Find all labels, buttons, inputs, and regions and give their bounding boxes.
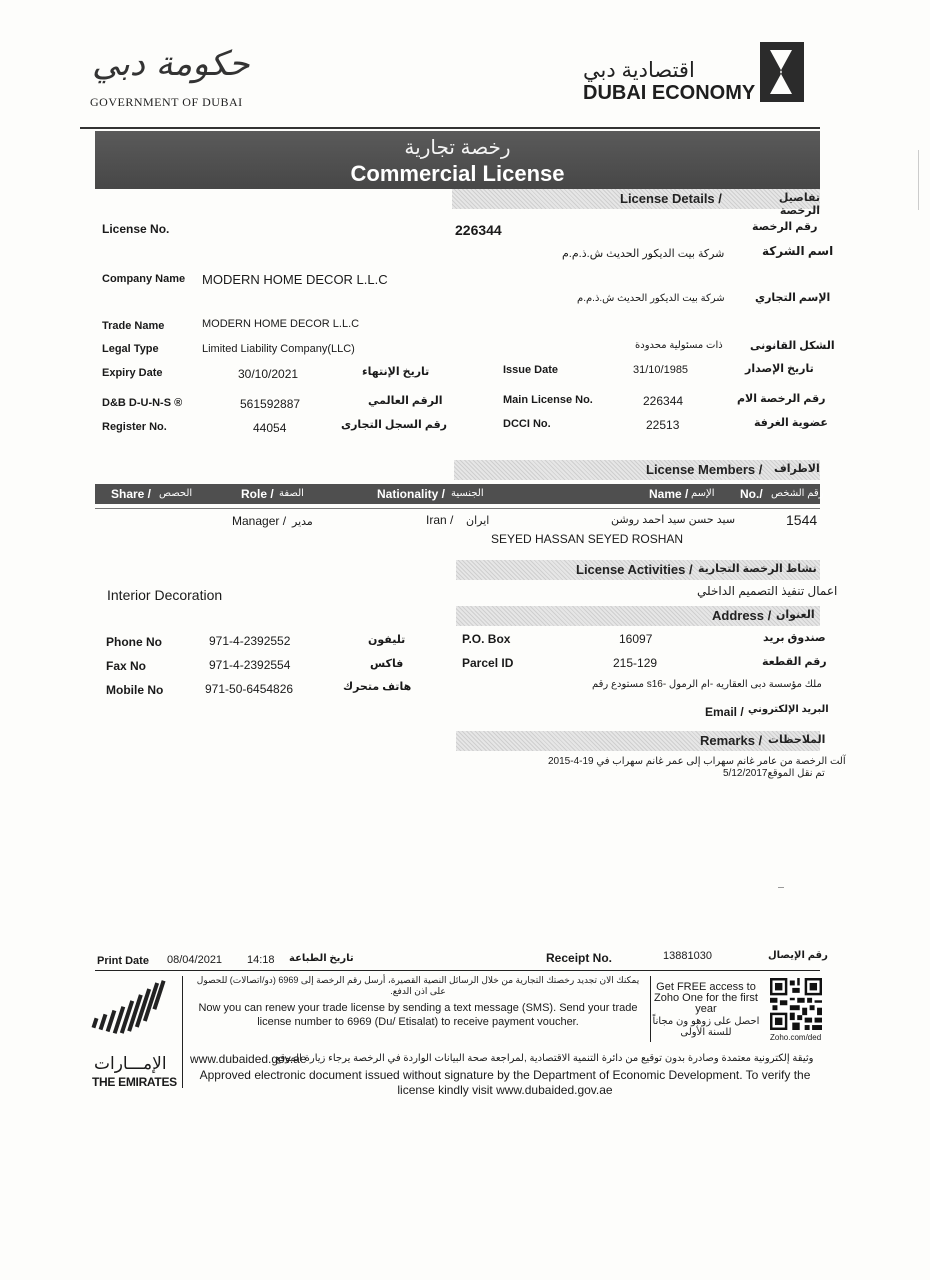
economy-logo-arabic: اقتصادية دبي [583, 59, 695, 82]
phone-value: 971-4-2392552 [209, 634, 291, 648]
remarks-line-1: آلت الرخصة من عامر غانم سهراب إلى عمر غانم سهراب في 19-4-2015 [548, 756, 846, 767]
activity-english: Interior Decoration [107, 587, 223, 603]
qr-code-icon[interactable] [770, 978, 822, 1030]
legal-type-label-ar: الشكل القانونى [750, 340, 835, 352]
license-details-section-title-ar: تفاصيل الرخصة [778, 192, 820, 217]
dcci-no-label: DCCI No. [503, 418, 551, 430]
sms-notice-english: Now you can renew your trade license by sending a text message (SMS). Send your trade license number to 6969 (Du/ Etisalat) to receive payment voucher. [198, 1002, 638, 1028]
license-details-section-title: License Details / [620, 191, 722, 206]
phone-label: Phone No [106, 635, 162, 649]
remarks-section-title-ar: الملاحظات [768, 734, 826, 746]
remarks-line-2: تم نقل الموقع5/12/2017 [723, 768, 825, 779]
email-label-ar: البريد الإلكتروني [748, 704, 829, 715]
mobile-label: Mobile No [106, 683, 164, 697]
remarks-section-title: Remarks / [700, 733, 763, 748]
pobox-value: 16097 [619, 632, 653, 646]
print-date-value: 08/04/2021 [167, 954, 223, 966]
receipt-label-ar: رقم الإيصال [768, 950, 828, 961]
license-activities-section-bar [456, 560, 820, 580]
emirates-english: THE EMIRATES [92, 1075, 177, 1089]
economy-emblem-icon [760, 42, 804, 102]
license-no-label: License No. [102, 222, 170, 236]
header-name: Name / [649, 487, 689, 501]
member-role: Manager / [232, 514, 287, 528]
register-no-value: 44054 [253, 421, 287, 435]
dcci-no-value: 22513 [646, 418, 680, 432]
sms-notice-box [188, 975, 650, 1045]
parcel-label-ar: رقم القطعة [762, 656, 827, 668]
header-role-ar: الصفة [279, 488, 304, 499]
expiry-date-value: 30/10/2021 [238, 367, 299, 381]
zoho-offer-english: Get FREE access to Zoho One for the first year [654, 981, 758, 1015]
issue-date-label-ar: تاريخ الإصدار [745, 363, 814, 375]
license-activities-section-title-ar: نشاط الرخصة التجارية [698, 563, 817, 575]
zoho-offer [652, 980, 762, 1040]
header-share-ar: الحصص [159, 488, 193, 499]
header-no: No./ [740, 487, 763, 501]
register-no-label-ar: رقم السجل التجارى [341, 419, 447, 431]
logo-divider [182, 976, 183, 1088]
member-nationality-ar: ايران [466, 515, 490, 527]
members-table-bottom-rule [95, 508, 820, 509]
header-nationality: Nationality / [377, 487, 446, 501]
company-name-value: MODERN HOME DECOR L.L.C [202, 272, 388, 287]
main-license-value: 226344 [643, 394, 684, 408]
header-nationality-ar: الجنسية [451, 488, 484, 499]
gov-logo-english: GOVERNMENT OF DUBAI [90, 95, 243, 109]
emirates-arabic: الإمـــارات [94, 1054, 167, 1073]
fax-label-ar: فاكس [370, 658, 404, 670]
title-bar [95, 131, 820, 189]
address-section-bar [456, 606, 820, 626]
trade-name-value: MODERN HOME DECOR L.L.C [202, 318, 360, 330]
title-english: Commercial License [350, 161, 565, 186]
license-members-section-title: License Members / [646, 462, 763, 477]
emirates-bars-icon [90, 980, 168, 1042]
address-owner-ar: ملك مؤسسة دبى العقاريه -ام الرمول -s16 مستودع رقم [592, 679, 822, 690]
pobox-label: P.O. Box [462, 632, 511, 646]
mobile-value: 971-50-6454826 [205, 682, 294, 696]
print-date-label: Print Date [97, 955, 149, 967]
verify-english: Approved electronic document issued without signature by the Department of Economic Development. To verify the license kindly visit www.dubaided.gov.ae [199, 1068, 811, 1097]
scan-speck [778, 887, 784, 888]
footer-rule [95, 970, 820, 971]
zoho-offer-arabic: احصل على زوهو ون مجاناً للسنة الأولى [652, 1016, 760, 1038]
government-of-dubai-logo [84, 42, 254, 112]
members-table-header [95, 484, 824, 504]
scan-edge [918, 150, 919, 210]
duns-label: D&B D-U-N-S ® [102, 397, 183, 409]
trade-name-value-ar: شركة بيت الديكور الحديث ش.ذ.م.م [577, 293, 725, 304]
parcel-label: Parcel ID [462, 656, 514, 670]
sms-notice-arabic: يمكنك الان تجديد رخصتك التجارية من خلال الرسائل النصية القصيرة، أرسل رقم الرخصة إلى 6969 (دو/اتصالات) للحصول على اذن الدفع. [196, 975, 640, 996]
pobox-label-ar: صندوق بريد [763, 632, 826, 644]
economy-logo-english: DUBAI ECONOMY [583, 82, 756, 104]
address-section-title: Address / [712, 608, 772, 623]
header-name-ar: الإسم [691, 488, 715, 499]
activity-arabic: اعمال تنفيذ التصميم الداخلي [697, 584, 838, 598]
header-no-ar: رقم الشخص [771, 488, 824, 499]
company-name-value-ar: شركة بيت الديكور الحديث ش.ذ.م.م [562, 248, 725, 260]
member-no: 1544 [786, 512, 818, 528]
mobile-label-ar: هاتف متحرك [343, 681, 412, 693]
trade-name-label-ar: الإسم التجاري [755, 292, 831, 304]
print-date-label-ar: تاريخ الطباعة [289, 953, 354, 964]
company-name-label: Company Name [102, 273, 186, 285]
header-share: Share / [111, 487, 152, 501]
print-time-value: 14:18 [247, 954, 275, 966]
license-no-value: 226344 [455, 222, 502, 238]
gov-logo-arabic: حكومة دبي [92, 44, 250, 84]
member-role-ar: مدير [292, 516, 313, 528]
zoho-url[interactable]: Zoho.com/ded [770, 1033, 822, 1042]
the-emirates-logo [88, 980, 180, 1092]
legal-type-value-ar: ذات مسئولية محدودة [635, 340, 723, 351]
receipt-label: Receipt No. [546, 951, 613, 965]
issue-date-label: Issue Date [503, 364, 559, 376]
license-no-label-ar: رقم الرخصة [752, 221, 818, 233]
register-no-label: Register No. [102, 421, 167, 433]
expiry-date-label-ar: تاريخ الإنتهاء [362, 366, 430, 378]
title-arabic: رخصة تجارية [404, 137, 511, 159]
fax-value: 971-4-2392554 [209, 658, 291, 672]
address-section-title-ar: العنوان [776, 609, 815, 621]
remarks-section-bar [456, 731, 826, 751]
email-label: Email / [705, 705, 744, 719]
parcel-value: 215-129 [613, 656, 658, 670]
website-link[interactable]: www.dubaided.gov.ae [190, 1052, 307, 1066]
license-members-section-bar [454, 460, 820, 480]
duns-value: 561592887 [240, 397, 301, 411]
dcci-no-label-ar: عضوية الغرفة [754, 417, 828, 429]
expiry-date-label: Expiry Date [102, 367, 163, 379]
phone-label-ar: تليفون [368, 634, 406, 646]
license-activities-section-title: License Activities / [576, 562, 693, 577]
main-license-label: Main License No. [503, 394, 593, 406]
legal-type-value: Limited Liability Company(LLC) [202, 343, 355, 355]
member-name: SEYED HASSAN SEYED ROSHAN [491, 532, 684, 546]
fax-label: Fax No [106, 659, 147, 673]
top-rule [80, 127, 820, 129]
member-name-ar: سيد حسن سيد احمد روشن [611, 514, 736, 526]
legal-type-label: Legal Type [102, 343, 159, 355]
issue-date-value: 31/10/1985 [633, 364, 689, 376]
company-name-label-ar: اسم الشركة [762, 244, 834, 258]
member-nationality: Iran / [426, 513, 454, 527]
duns-label-ar: الرقم العالمي [368, 395, 443, 407]
license-members-section-title-ar: الاطراف [774, 463, 820, 475]
header-role: Role / [241, 487, 274, 501]
trade-name-label: Trade Name [102, 320, 165, 332]
main-license-label-ar: رقم الرخصة الام [737, 393, 826, 405]
dubai-economy-logo [575, 40, 825, 110]
license-details-section-bar [452, 189, 820, 217]
verify-arabic: وثيقة إلكترونية معتمدة وصادرة بدون توقيع من دائرة التنمية الاقتصادية ,لمراجعة صحة البيانات الواردة في الرخصة يرجاء زيارة الموقع [275, 1053, 814, 1064]
receipt-value: 13881030 [663, 950, 712, 962]
zoho-divider [650, 976, 651, 1042]
